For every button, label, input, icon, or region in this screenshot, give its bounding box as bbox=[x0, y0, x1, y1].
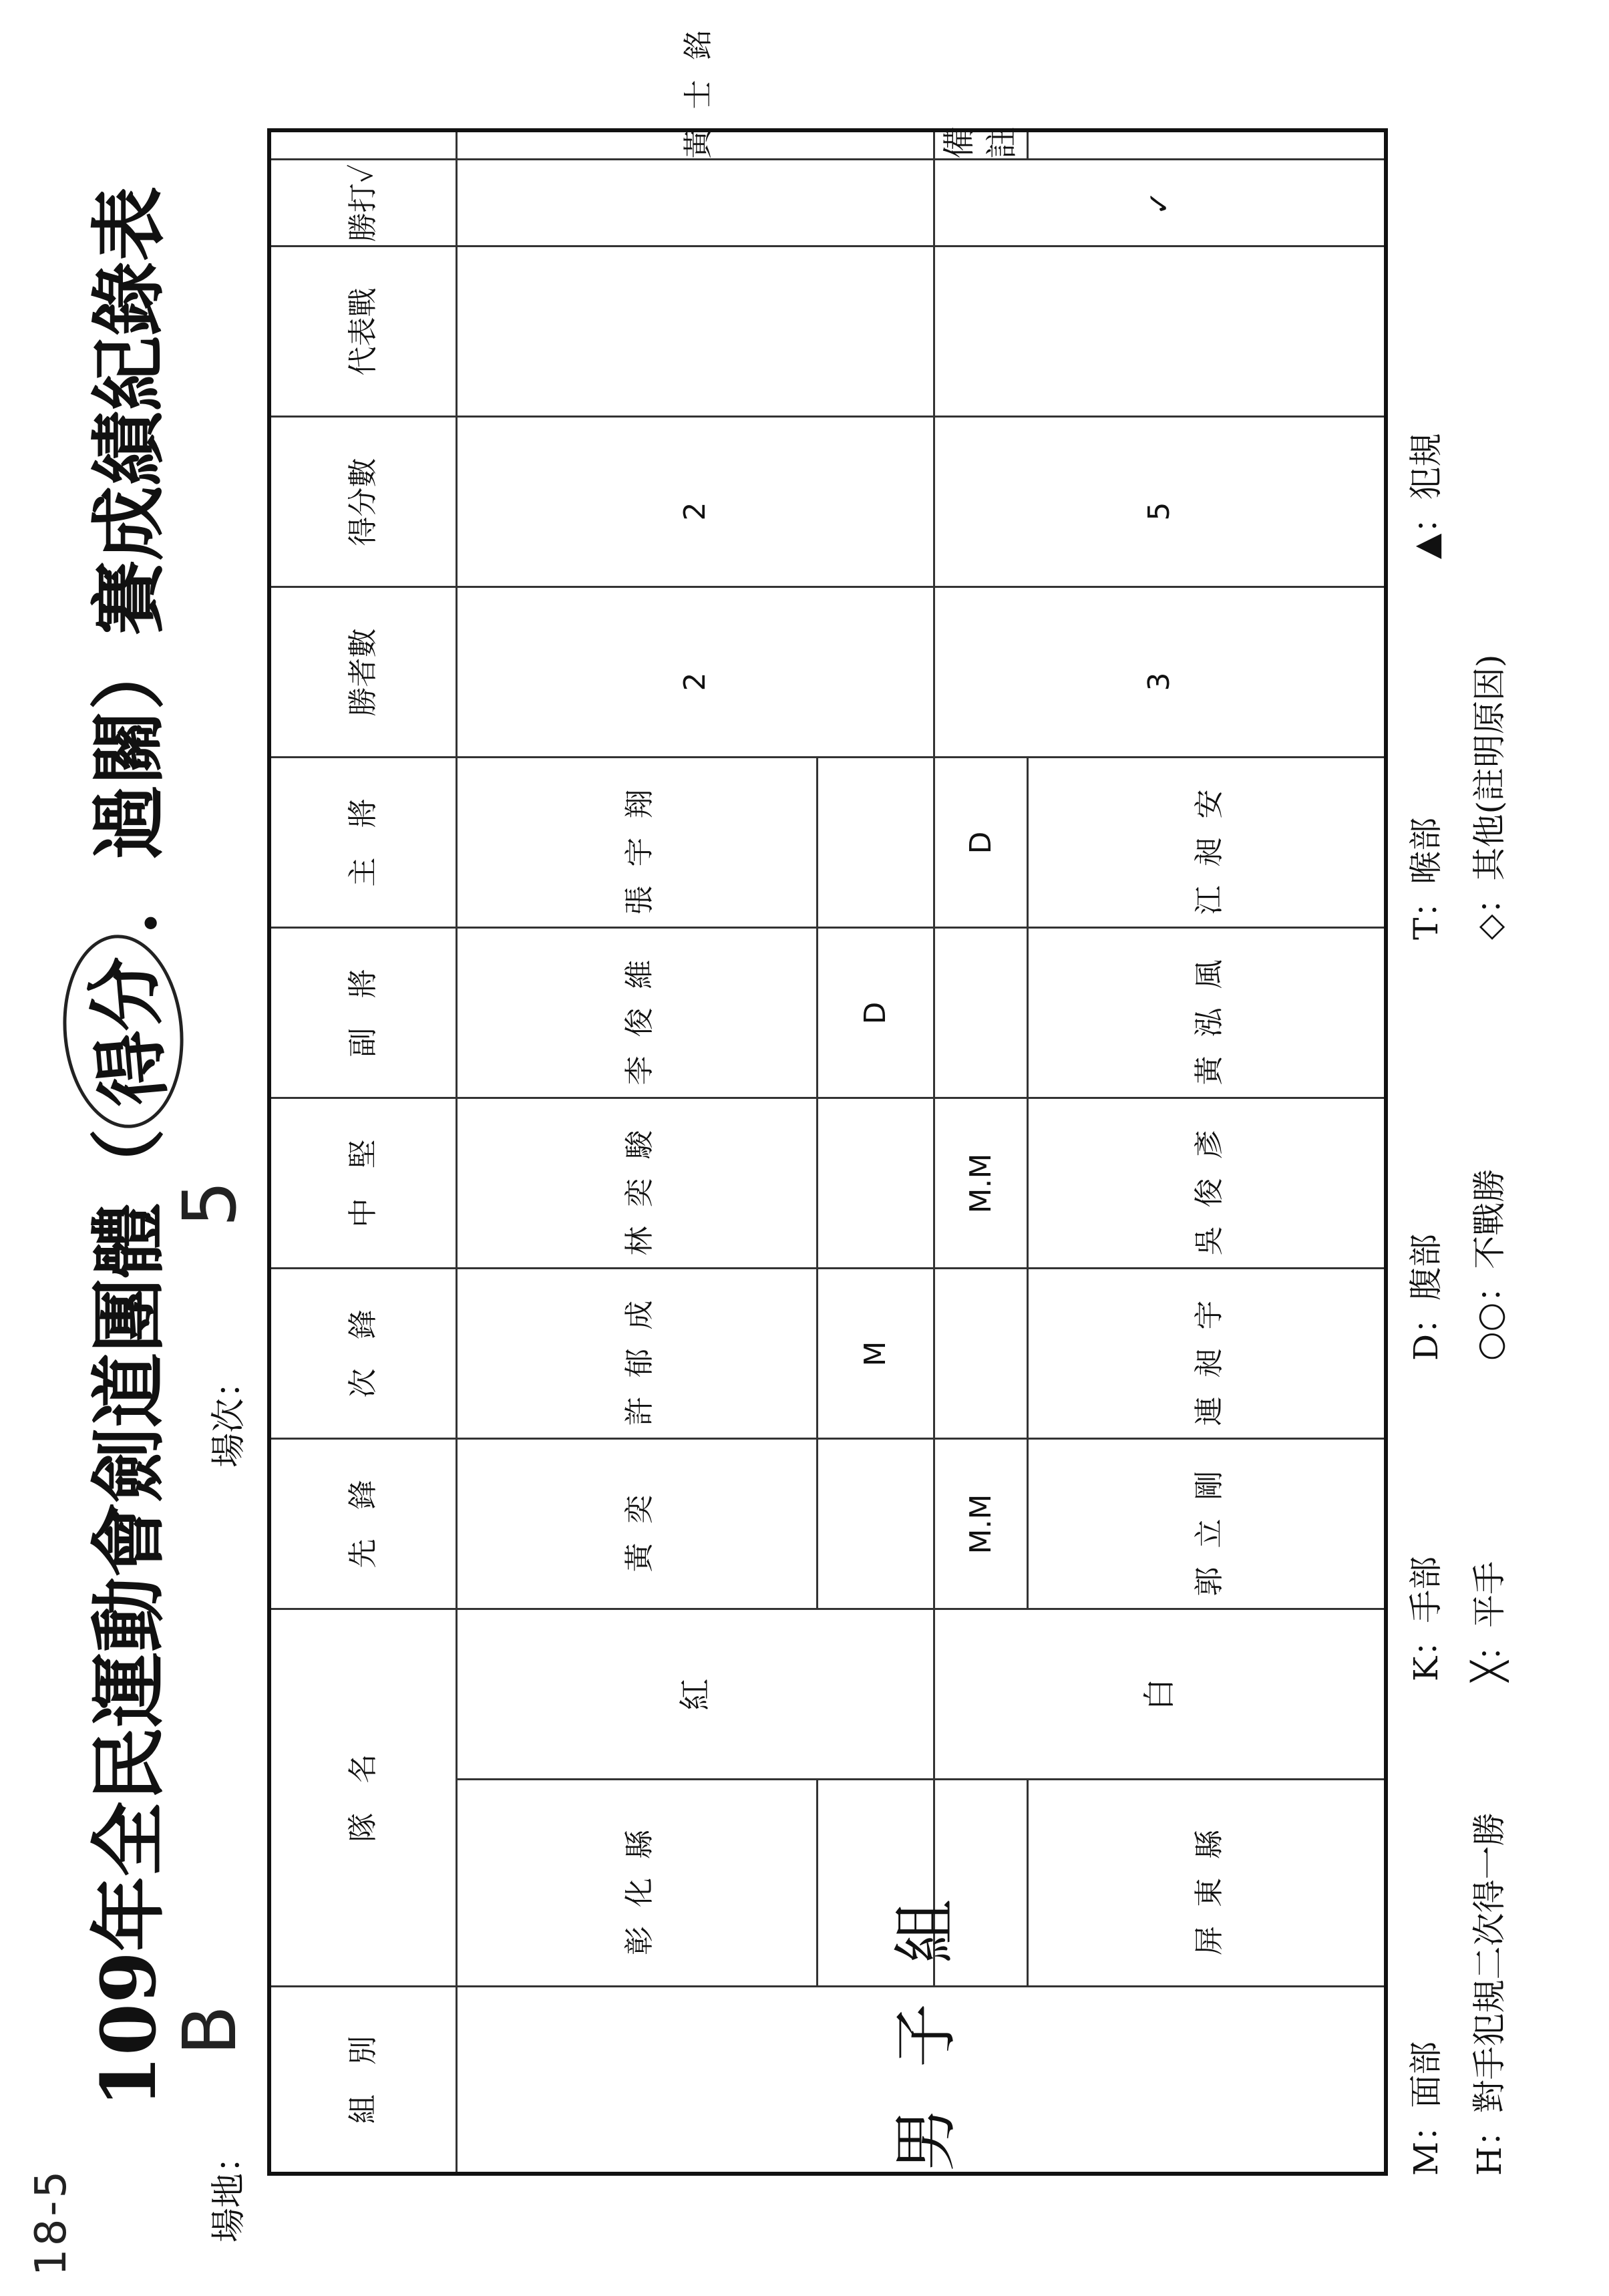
title-separator: ． bbox=[85, 860, 173, 935]
legend-t: T：喉部 bbox=[1407, 817, 1445, 940]
page-title bbox=[63, 58, 183, 2236]
red-wins: 2 bbox=[456, 587, 934, 758]
header-pos2: 次 鋒 bbox=[269, 1269, 456, 1439]
red-player: 黃奕 bbox=[456, 1439, 817, 1609]
red-player: 林奕駿 bbox=[456, 1098, 817, 1269]
white-label: 白 bbox=[934, 1609, 1386, 1780]
legend-k: K：手部 bbox=[1407, 1556, 1445, 1681]
white-mark: D bbox=[934, 758, 1027, 928]
red-win-check bbox=[456, 160, 934, 247]
header-team: 隊 名 bbox=[269, 1609, 456, 1987]
white-team-name: 屏東縣 bbox=[1027, 1780, 1386, 1987]
legend-m: M：面部 bbox=[1407, 2041, 1445, 2176]
red-player: 許郁成 bbox=[456, 1269, 817, 1439]
header-pos4: 副 將 bbox=[269, 928, 456, 1098]
red-team-name: 彰化縣 bbox=[456, 1780, 817, 1987]
red-player: 李俊維 bbox=[456, 928, 817, 1098]
red-label: 紅 bbox=[456, 1609, 934, 1780]
round-label: 場次： bbox=[209, 1363, 249, 1468]
legend-h: H：對手犯規二次得一勝 bbox=[1470, 1812, 1509, 2176]
title-close-paren: ） bbox=[85, 635, 173, 711]
round-value: 5 bbox=[167, 1154, 252, 1227]
title-part1: 年全民運動會劍道團體 bbox=[85, 1203, 173, 1952]
header-pos5: 主 將 bbox=[269, 758, 456, 928]
header-row bbox=[269, 130, 456, 2174]
white-mark bbox=[934, 928, 1027, 1098]
remarks-label: 備註 bbox=[934, 130, 1027, 160]
red-mark bbox=[817, 1439, 934, 1609]
legend-oo: ○○：不戰勝 bbox=[1470, 1168, 1509, 1361]
corner-note: 18-5 bbox=[27, 2168, 76, 2276]
venue-label: 場地： bbox=[209, 2138, 249, 2243]
white-mark bbox=[934, 1269, 1027, 1439]
red-mark bbox=[817, 1098, 934, 1269]
referee-signature: 黃士銘 bbox=[456, 130, 934, 160]
white-mark: M.M bbox=[934, 1439, 1027, 1609]
header-pos3: 中 堅 bbox=[269, 1098, 456, 1269]
header-win-mark: 勝打✓ bbox=[269, 160, 456, 247]
title-part2: 賽成績紀錄表 bbox=[85, 186, 173, 636]
title-option-selected: 得分 bbox=[55, 930, 192, 1133]
red-mark: M bbox=[817, 1269, 934, 1439]
white-points: 5 bbox=[934, 417, 1386, 587]
white-rep bbox=[934, 247, 1386, 417]
title-open-paren: （ bbox=[85, 1128, 173, 1204]
legend-foul: ▲：犯規 bbox=[1407, 433, 1445, 559]
white-player: 江昶安 bbox=[1027, 758, 1386, 928]
title-option-other: 過關 bbox=[85, 710, 173, 860]
white-wins: 3 bbox=[934, 587, 1386, 758]
white-player: 黃泓風 bbox=[1027, 928, 1386, 1098]
white-player: 連昶宇 bbox=[1027, 1269, 1386, 1439]
white-mark: M.M bbox=[934, 1098, 1027, 1269]
legend-other: ◇：其他(註明原因) bbox=[1470, 654, 1509, 940]
score-table bbox=[267, 10, 1388, 2176]
title-year: 109 bbox=[85, 1951, 173, 2108]
red-mark: D bbox=[817, 928, 934, 1098]
white-player: 郭立剛 bbox=[1027, 1439, 1386, 1609]
group-value: 男子組 bbox=[456, 1987, 1386, 2174]
remarks-value bbox=[1027, 130, 1386, 160]
header-wins: 勝者數 bbox=[269, 587, 456, 758]
red-rep bbox=[456, 247, 934, 417]
red-player-row bbox=[456, 130, 817, 2174]
legend-d: D：腹部 bbox=[1407, 1233, 1445, 1361]
venue-value: B bbox=[167, 1978, 252, 2056]
red-mark bbox=[817, 758, 934, 928]
header-group: 組 別 bbox=[269, 1987, 456, 2174]
red-points: 2 bbox=[456, 417, 934, 587]
header-pos1: 先 鋒 bbox=[269, 1439, 456, 1609]
legend-x: ╳：平手 bbox=[1470, 1561, 1509, 1681]
header-points: 得分數 bbox=[269, 417, 456, 587]
red-player: 張宇翔 bbox=[456, 758, 817, 928]
white-win-check: ✓ bbox=[934, 160, 1386, 247]
header-rep: 代表戰 bbox=[269, 247, 456, 417]
white-player: 吳俊彥 bbox=[1027, 1098, 1386, 1269]
